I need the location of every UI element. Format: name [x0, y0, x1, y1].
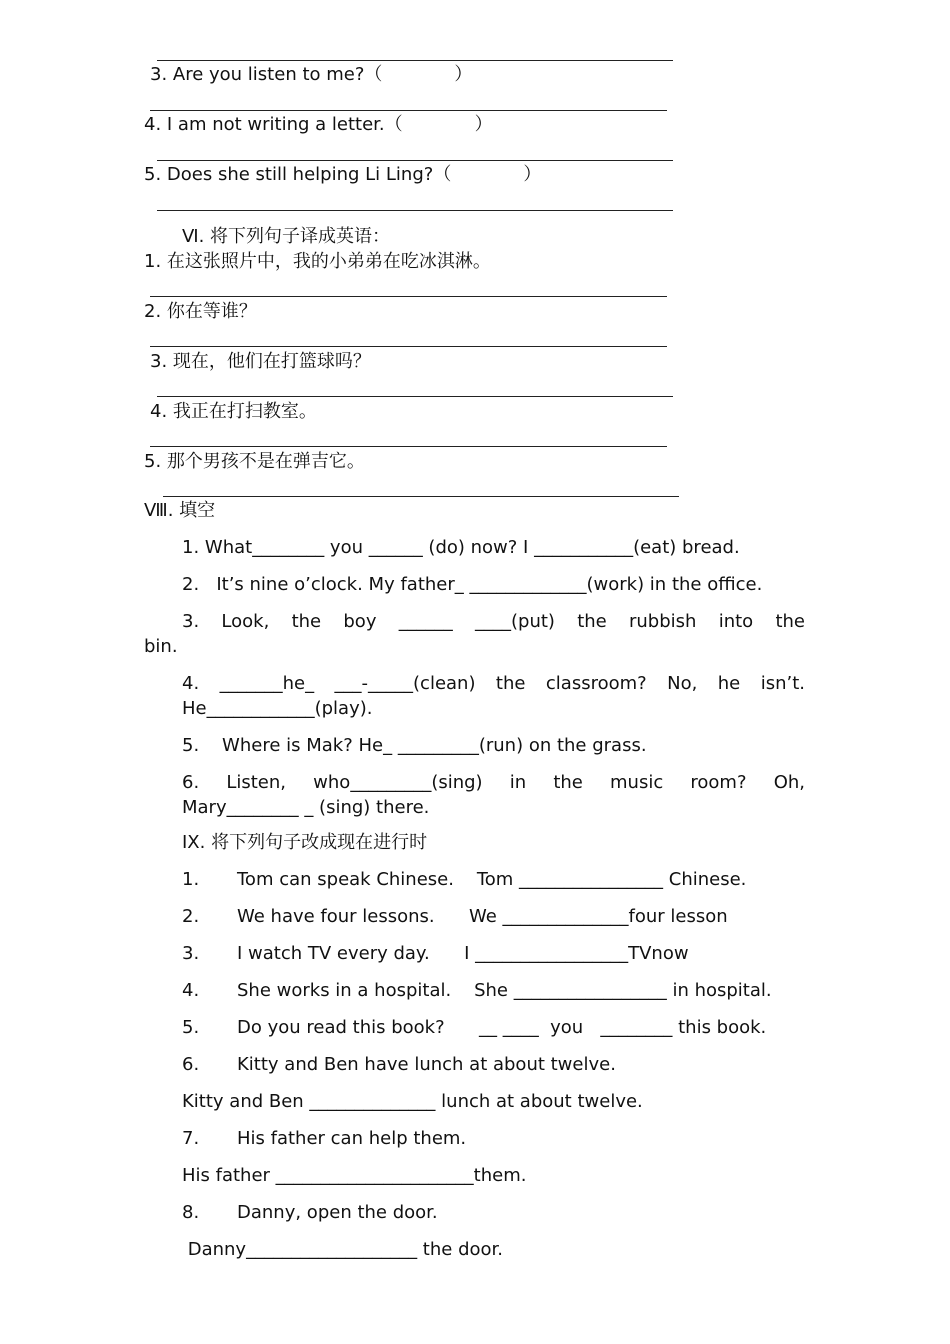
- rewrite-num: 8.: [182, 1202, 200, 1223]
- fill-item-1: 1. What________ you ______ (do) now? I ___________(eat) bread.: [182, 537, 740, 558]
- answer-line[interactable]: [150, 110, 667, 111]
- fill-item-3-cont: bin.: [144, 636, 178, 657]
- rewrite-item-6-answer: Kitty and Ben ______________ lunch at about twelve.: [182, 1091, 643, 1112]
- answer-line[interactable]: [150, 346, 667, 347]
- rewrite-num: 7.: [182, 1128, 200, 1149]
- answer-line[interactable]: [157, 60, 673, 61]
- fill-item-2: 2. It’s nine o’clock. My father_ _____________(work) in the office.: [182, 574, 763, 595]
- rewrite-num: 2.: [182, 906, 200, 927]
- section-ix-heading: IX. 将下列句子改成现在进行时: [182, 832, 428, 853]
- section-viii-heading: Ⅷ. 填空: [144, 500, 216, 521]
- answer-line[interactable]: [157, 396, 673, 397]
- fill-item-4: 4. _______he_ ___-_____(clean) the classroom? No, he isn’t.: [182, 673, 805, 694]
- question-v-4: 4. I am not writing a letter.（ ）: [144, 114, 493, 135]
- answer-line[interactable]: [157, 210, 673, 211]
- translate-item-2: 2. 你在等谁？: [144, 301, 257, 322]
- fill-item-3: 3. Look, the boy ______ ____(put) the rubbish into the: [182, 611, 805, 632]
- question-v-3: 3. Are you listen to me?（ ）: [150, 64, 473, 85]
- rewrite-num: 1.: [182, 869, 200, 890]
- translate-item-1: 1. 在这张照片中，我的小弟弟在吃冰淇淋。: [144, 251, 491, 272]
- answer-line[interactable]: [163, 496, 679, 497]
- rewrite-item-7: His father can help them.: [237, 1128, 467, 1149]
- translate-item-5: 5. 那个男孩不是在弹吉它。: [144, 451, 365, 472]
- rewrite-item-7-answer: His father ______________________them.: [182, 1165, 527, 1186]
- answer-line[interactable]: [150, 446, 667, 447]
- rewrite-item-2: We have four lessons. We ______________four lesson: [237, 906, 728, 927]
- rewrite-num: 5.: [182, 1017, 200, 1038]
- fill-item-6-cont: Mary________ _ (sing) there.: [182, 797, 430, 818]
- rewrite-item-8-answer: Danny___________________ the door.: [182, 1239, 503, 1260]
- rewrite-item-1: Tom can speak Chinese. Tom ________________ Chinese.: [237, 869, 747, 890]
- rewrite-item-5: Do you read this book? __ ____ you ________ this book.: [237, 1017, 767, 1038]
- fill-item-6: 6. Listen, who_________(sing) in the music room? Oh,: [182, 772, 805, 793]
- answer-line[interactable]: [157, 160, 673, 161]
- section-vi-heading: Ⅵ. 将下列句子译成英语：: [182, 226, 391, 247]
- rewrite-item-3: I watch TV every day. I _________________TVnow: [237, 943, 689, 964]
- translate-item-3: 3. 现在，他们在打篮球吗？: [150, 351, 371, 372]
- fill-item-5: 5. Where is Mak? He_ _________(run) on the grass.: [182, 735, 647, 756]
- rewrite-num: 4.: [182, 980, 200, 1001]
- rewrite-item-8: Danny, open the door.: [237, 1202, 438, 1223]
- question-v-5: 5. Does she still helping Li Ling?（ ）: [144, 164, 542, 185]
- answer-line[interactable]: [150, 296, 667, 297]
- rewrite-num: 3.: [182, 943, 200, 964]
- fill-item-4-cont: He____________(play).: [182, 698, 373, 719]
- translate-item-4: 4. 我正在打扫教室。: [150, 401, 317, 422]
- rewrite-item-6: Kitty and Ben have lunch at about twelve.: [237, 1054, 616, 1075]
- rewrite-num: 6.: [182, 1054, 200, 1075]
- rewrite-item-4: She works in a hospital. She _________________ in hospital.: [237, 980, 772, 1001]
